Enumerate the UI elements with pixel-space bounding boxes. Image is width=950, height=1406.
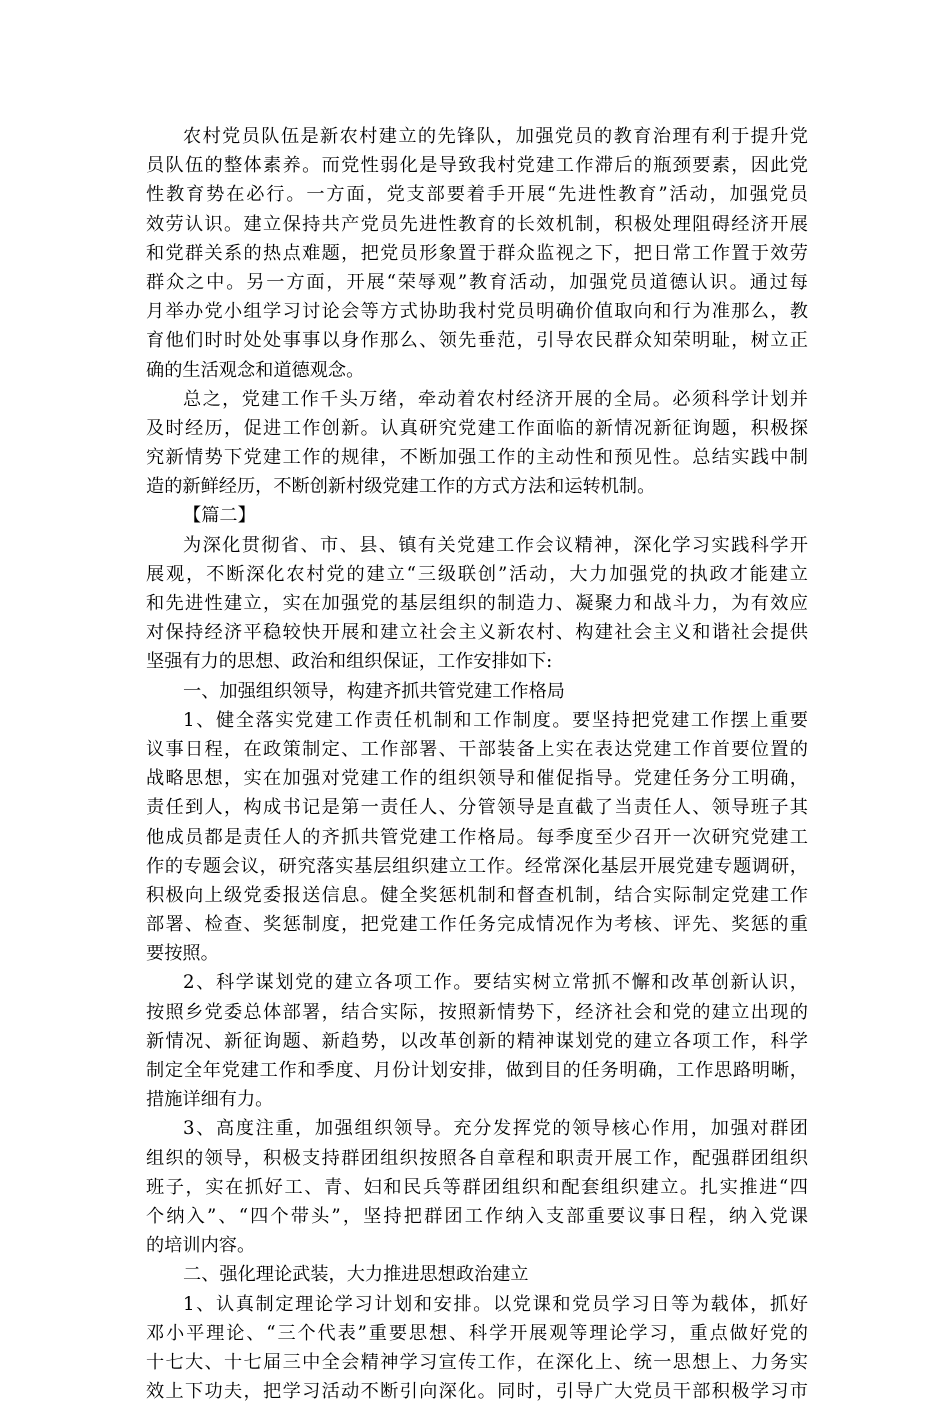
- text-line: 效上下功夫，把学习活动不断引向深化。同时，引导广大党员干部积极学习市: [146, 1377, 808, 1406]
- text-line: 邓小平理论、“三个代表”重要思想、科学开展观等理论学习，重点做好党的: [146, 1319, 808, 1348]
- text-line: 积极向上级党委报送信息。健全奖惩机制和督查机制，结合实际制定党建工作: [146, 881, 808, 910]
- text-line: 3、高度注重，加强组织领导。充分发挥党的领导核心作用，加强对群团: [146, 1114, 808, 1143]
- text-line: 一、加强组织领导，构建齐抓共管党建工作格局: [146, 677, 808, 706]
- text-line: 1、认真制定理论学习计划和安排。以党课和党员学习日等为载体，抓好: [146, 1290, 808, 1319]
- text-line: 作的专题会议，研究落实基层组织建立工作。经常深化基层开展党建专题调研，: [146, 852, 808, 881]
- paragraph: [146, 1114, 808, 1260]
- text-line: 和先进性建立，实在加强党的基层组织的制造力、凝聚力和战斗力，为有效应: [146, 589, 808, 618]
- text-line: 及时经历，促进工作创新。认真研究党建工作面临的新情况新征询题，积极探: [146, 414, 808, 443]
- paragraph: [146, 1260, 808, 1289]
- paragraph: [146, 968, 808, 1114]
- text-line: 造的新鲜经历，不断创新村级党建工作的方式方法和运转机制。: [146, 472, 808, 501]
- text-line: 群众之中。另一方面，开展“荣辱观”教育活动，加强党员道德认识。通过每: [146, 268, 808, 297]
- text-line: 十七大、十七届三中全会精神学习宣传工作，在深化上、统一思想上、力务实: [146, 1348, 808, 1377]
- text-line: 个纳入”、“四个带头”，坚持把群团工作纳入支部重要议事日程，纳入党课: [146, 1202, 808, 1231]
- text-line: 责任到人，构成书记是第一责任人、分管领导是直截了当责任人、领导班子其: [146, 793, 808, 822]
- text-line: 究新情势下党建工作的规律，不断加强工作的主动性和预见性。总结实践中制: [146, 443, 808, 472]
- text-line: 效劳认识。建立保持共产党员先进性教育的长效机制，积极处理阻碍经济开展: [146, 210, 808, 239]
- text-line: 为深化贯彻省、市、县、镇有关党建工作会议精神，深化学习实践科学开: [146, 531, 808, 560]
- text-line: 【篇二】: [146, 501, 808, 530]
- text-line: 他成员都是责任人的齐抓共管党建工作格局。每季度至少召开一次研究党建工: [146, 823, 808, 852]
- text-line: 坚强有力的思想、政治和组织保证，工作安排如下:: [146, 647, 808, 676]
- text-line: 总之，党建工作千头万绪，牵动着农村经济开展的全局。必须科学计划并: [146, 385, 808, 414]
- text-line: 措施详细有力。: [146, 1085, 808, 1114]
- paragraph: [146, 677, 808, 706]
- text-line: 的培训内容。: [146, 1231, 808, 1260]
- text-line: 新情况、新征询题、新趋势，以改革创新的精神谋划党的建立各项工作，科学: [146, 1027, 808, 1056]
- text-line: 和党群关系的热点难题，把党员形象置于群众监视之下，把日常工作置于效劳: [146, 239, 808, 268]
- text-line: 战略思想，实在加强对党建工作的组织领导和催促指导。党建任务分工明确，: [146, 764, 808, 793]
- text-line: 按照乡党委总体部署，结合实际，按照新情势下，经济社会和党的建立出现的: [146, 998, 808, 1027]
- text-line: 1、健全落实党建工作责任机制和工作制度。要坚持把党建工作摆上重要: [146, 706, 808, 735]
- text-line: 展观，不断深化农村党的建立“三级联创”活动，大力加强党的执政才能建立: [146, 560, 808, 589]
- document-page: [146, 122, 808, 1406]
- text-line: 农村党员队伍是新农村建立的先锋队，加强党员的教育治理有利于提升党: [146, 122, 808, 151]
- paragraph: [146, 385, 808, 502]
- text-line: 制定全年党建工作和季度、月份计划安排，做到目的任务明确，工作思路明晰，: [146, 1056, 808, 1085]
- text-line: 育他们时时处处事事以身作那么、领先垂范，引导农民群众知荣明耻，树立正: [146, 326, 808, 355]
- paragraph: [146, 706, 808, 969]
- text-line: 部署、检查、奖惩制度，把党建工作任务完成情况作为考核、评先、奖惩的重: [146, 910, 808, 939]
- text-line: 2、科学谋划党的建立各项工作。要结实树立常抓不懈和改革创新认识，: [146, 968, 808, 997]
- paragraph: [146, 501, 808, 530]
- text-line: 月举办党小组学习讨论会等方式协助我村党员明确价值取向和行为准那么，教: [146, 297, 808, 326]
- paragraph: [146, 122, 808, 385]
- text-line: 性教育势在必行。一方面，党支部要着手开展“先进性教育”活动，加强党员: [146, 180, 808, 209]
- text-line: 组织的领导，积极支持群团组织按照各自章程和职责开展工作，配强群团组织: [146, 1144, 808, 1173]
- paragraph: [146, 531, 808, 677]
- paragraph: [146, 1290, 808, 1406]
- text-line: 员队伍的整体素养。而党性弱化是导致我村党建工作滞后的瓶颈要素，因此党: [146, 151, 808, 180]
- text-line: 议事日程，在政策制定、工作部署、干部装备上实在表达党建工作首要位置的: [146, 735, 808, 764]
- text-line: 要按照。: [146, 939, 808, 968]
- text-line: 二、强化理论武装，大力推进思想政治建立: [146, 1260, 808, 1289]
- text-line: 对保持经济平稳较快开展和建立社会主义新农村、构建社会主义和谐社会提供: [146, 618, 808, 647]
- text-line: 确的生活观念和道德观念。: [146, 356, 808, 385]
- text-line: 班子，实在抓好工、青、妇和民兵等群团组织和配套组织建立。扎实推进“四: [146, 1173, 808, 1202]
